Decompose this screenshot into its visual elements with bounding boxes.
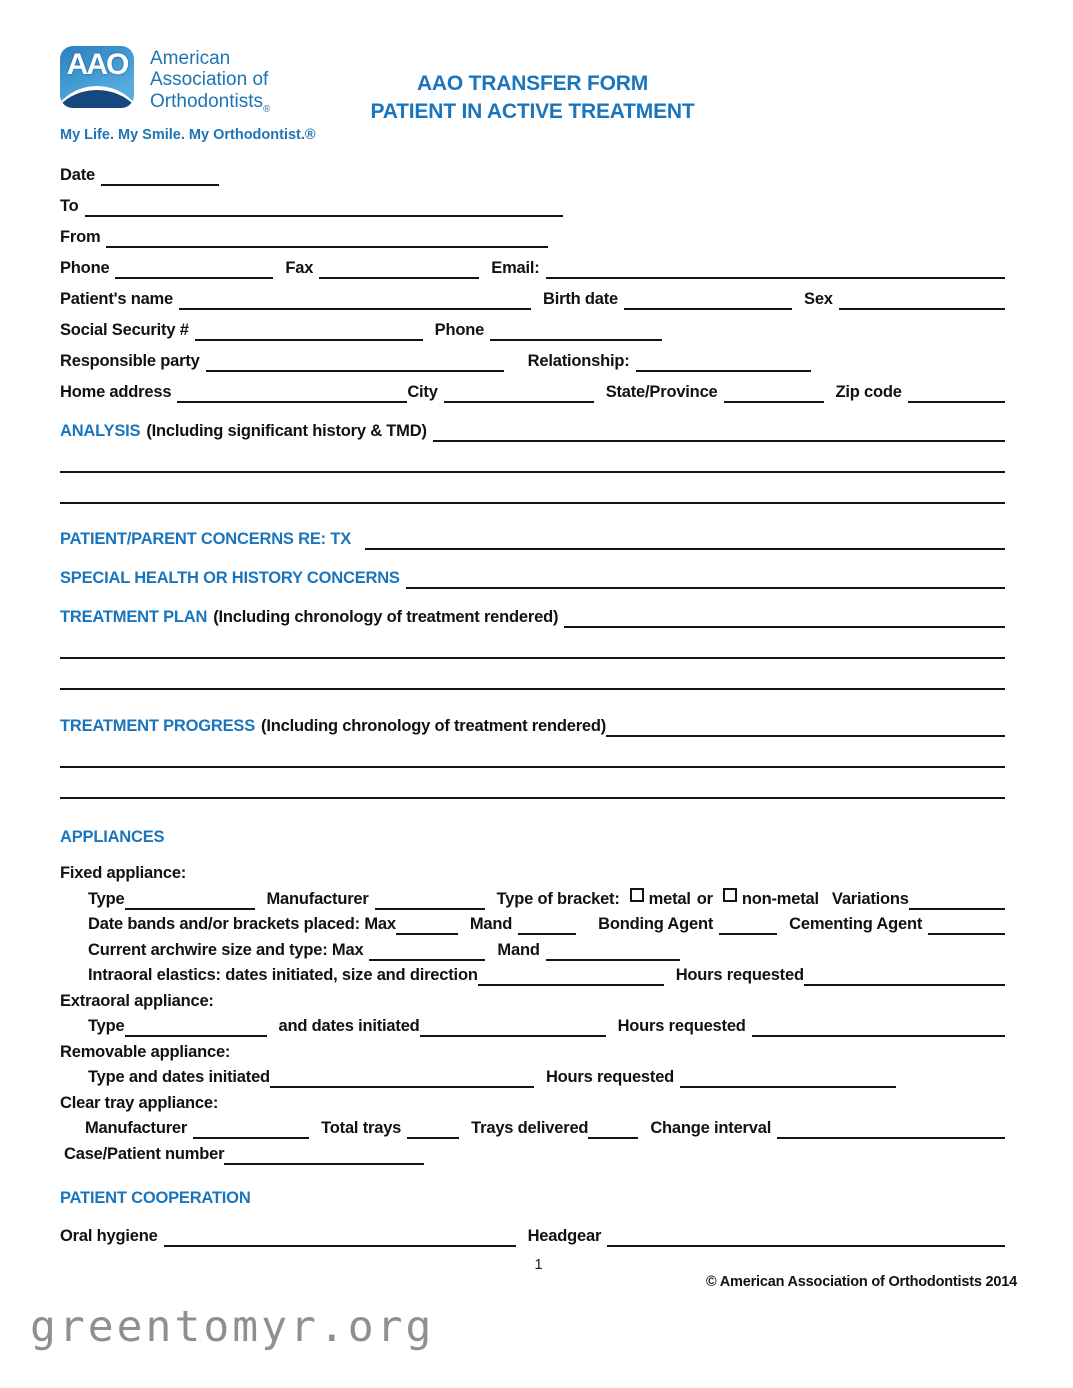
home-address-label: Home address xyxy=(60,383,172,401)
special-health-row xyxy=(60,567,1005,589)
state-province-field[interactable] xyxy=(724,381,824,403)
form-title-line1: AAO TRANSFER FORM xyxy=(416,72,649,95)
change-interval-label: Change interval xyxy=(650,1119,772,1137)
trays-delivered-field[interactable] xyxy=(588,1117,638,1139)
treatment-progress-title: TREATMENT PROGRESS xyxy=(60,717,256,735)
fixed-type-row xyxy=(60,888,1005,910)
form-title xyxy=(371,70,695,127)
archwire-mand-field[interactable] xyxy=(546,939,680,961)
zip-code-label: Zip code xyxy=(835,383,902,401)
fixed-manufacturer-field[interactable] xyxy=(375,888,485,910)
change-interval-field[interactable] xyxy=(777,1117,1005,1139)
hours-requested2-label: Hours requested xyxy=(617,1017,746,1035)
phone-field[interactable] xyxy=(115,257,273,279)
type-of-bracket-label: Type of bracket: xyxy=(496,889,620,908)
oral-hygiene-label: Oral hygiene xyxy=(60,1226,158,1245)
state-province-label: State/Province xyxy=(605,383,718,401)
fixed-appliance-heading-row xyxy=(60,862,1005,884)
metal-checkbox[interactable] xyxy=(630,888,644,902)
treatment-progress-field[interactable] xyxy=(606,715,1005,737)
concerns-title: PATIENT/PARENT CONCERNS RE: TX xyxy=(60,530,352,548)
extraoral-type-field[interactable] xyxy=(125,1015,267,1037)
analysis-field[interactable] xyxy=(433,420,1005,442)
clear-tray-heading-row xyxy=(60,1092,1005,1114)
to-row xyxy=(60,195,1005,217)
aao-logo-acronym: AAO xyxy=(66,48,128,81)
date-bands-row xyxy=(60,913,1005,935)
patients-name-label: Patient's name xyxy=(60,290,173,308)
zip-code-field[interactable] xyxy=(908,381,1005,403)
date-label: Date xyxy=(60,166,95,184)
headgear-label: Headgear xyxy=(527,1226,602,1245)
extraoral-heading-row xyxy=(60,990,1005,1012)
extraoral-dates-field[interactable] xyxy=(420,1015,606,1037)
ct-manufacturer-label: Manufacturer xyxy=(85,1119,188,1137)
from-label: From xyxy=(60,228,101,246)
variations-label: Variations xyxy=(831,889,909,908)
headgear-field[interactable] xyxy=(607,1225,1005,1247)
smile-arc-icon xyxy=(60,86,134,108)
from-field[interactable] xyxy=(106,226,548,248)
fax-field[interactable] xyxy=(319,257,479,279)
hours-requested3-label: Hours requested xyxy=(545,1068,675,1086)
patients-name-field[interactable] xyxy=(179,288,531,310)
treatment-plan-line-3[interactable] xyxy=(60,688,1005,690)
header xyxy=(60,46,1005,158)
date-row xyxy=(60,164,1005,186)
cooperation-title: PATIENT COOPERATION xyxy=(60,1188,251,1207)
from-row xyxy=(60,226,1005,248)
treatment-progress-line-2[interactable] xyxy=(60,766,1005,768)
case-number-label: Case/Patient number xyxy=(64,1144,225,1163)
ct-manufacturer-field[interactable] xyxy=(193,1117,309,1139)
copyright: © American Association of Orthodontists 2014 xyxy=(705,1274,1017,1290)
date-bands-mand-label: Mand xyxy=(469,915,513,933)
relationship-field[interactable] xyxy=(636,350,811,372)
special-health-title: SPECIAL HEALTH OR HISTORY CONCERNS xyxy=(60,569,400,587)
treatment-plan-note: (Including chronology of treatment rendered) xyxy=(213,608,559,626)
org-name-line1: American xyxy=(150,48,231,69)
oral-hygiene-field[interactable] xyxy=(164,1225,516,1247)
non-metal-checkbox[interactable] xyxy=(723,888,737,902)
appliances-title: APPLIANCES xyxy=(60,828,165,846)
concerns-row xyxy=(60,528,1005,550)
intraoral-row xyxy=(60,964,1005,986)
extraoral-type-label: Type xyxy=(88,1017,125,1035)
variations-field[interactable] xyxy=(909,888,1005,910)
org-name-line2: Association of xyxy=(150,69,269,91)
intraoral-field[interactable] xyxy=(478,964,664,986)
extraoral-type-row xyxy=(60,1015,1005,1037)
bonding-agent-label: Bonding Agent xyxy=(598,915,714,933)
or-label: or xyxy=(696,889,713,908)
phone2-label: Phone xyxy=(434,321,485,339)
archwire-mand-label: Mand xyxy=(497,940,540,959)
clear-tray-heading: Clear tray appliance: xyxy=(60,1093,219,1112)
total-trays-field[interactable] xyxy=(407,1117,459,1139)
total-trays-label: Total trays xyxy=(321,1119,402,1137)
date-bands-mand-field[interactable] xyxy=(518,913,576,935)
archwire-label: Current archwire size and type: Max xyxy=(88,940,364,959)
treatment-progress-line-3[interactable] xyxy=(60,797,1005,799)
phone-fax-email-row xyxy=(60,257,1005,279)
phone2-field[interactable] xyxy=(490,319,662,341)
non-metal-label: non-metal xyxy=(741,889,819,908)
clear-tray-row xyxy=(60,1117,1005,1139)
tagline: My Life. My Smile. My Orthodontist.® xyxy=(60,126,316,143)
bonding-agent-field[interactable] xyxy=(719,913,777,935)
aao-logo-icon xyxy=(60,46,134,108)
treatment-progress-row xyxy=(60,715,1005,737)
patient-name-row xyxy=(60,288,1005,310)
fixed-appliance-heading: Fixed appliance: xyxy=(60,864,187,882)
hours-requested1-field[interactable] xyxy=(804,964,1005,986)
to-field[interactable] xyxy=(85,195,563,217)
removable-type-row xyxy=(60,1066,1005,1088)
treatment-progress-note: (Including chronology of treatment rendered) xyxy=(261,717,607,735)
responsible-party-label: Responsible party xyxy=(60,352,200,370)
ssn-phone-row xyxy=(60,319,1005,341)
org-name-line3: Orthodontists$_®$ xyxy=(150,90,271,115)
watermark: greentomyr.org xyxy=(30,1302,435,1352)
concerns-field[interactable] xyxy=(365,528,1005,550)
treatment-plan-line-2[interactable] xyxy=(60,657,1005,659)
metal-label: metal xyxy=(648,889,691,908)
date-field[interactable] xyxy=(101,164,219,186)
treatment-plan-title: TREATMENT PLAN xyxy=(60,608,208,626)
cementing-agent-field[interactable] xyxy=(928,913,1005,935)
extraoral-dates-label: and dates initiated xyxy=(278,1017,420,1035)
birth-date-label: Birth date xyxy=(543,290,619,308)
intraoral-label: Intraoral elastics: dates initiated, size and direction xyxy=(88,966,478,984)
date-bands-max-field[interactable] xyxy=(396,913,458,935)
footer xyxy=(60,1256,1017,1290)
sex-field[interactable] xyxy=(839,288,1005,310)
hours-requested1-label: Hours requested xyxy=(675,966,804,984)
fixed-manufacturer-label: Manufacturer xyxy=(266,889,369,908)
phone-label: Phone xyxy=(60,259,110,277)
registered-mark: ® xyxy=(263,103,271,115)
analysis-note: (Including significant history & TMD) xyxy=(146,422,427,440)
oral-hygiene-row xyxy=(60,1225,1005,1247)
to-label: To xyxy=(60,197,79,215)
city-field[interactable] xyxy=(444,381,594,403)
treatment-plan-row xyxy=(60,606,1005,628)
fax-label: Fax xyxy=(285,259,314,277)
hours-requested3-field[interactable] xyxy=(680,1066,896,1088)
removable-heading-row xyxy=(60,1041,1005,1063)
form-title-line2: PATIENT IN ACTIVE TREATMENT xyxy=(370,100,695,124)
archwire-max-field[interactable] xyxy=(369,939,485,961)
removable-type-label: Type and dates initiated xyxy=(88,1068,270,1086)
treatment-plan-field[interactable] xyxy=(564,606,1005,628)
analysis-title: ANALYSIS xyxy=(60,422,141,440)
fixed-type-label: Type xyxy=(88,889,125,908)
relationship-label: Relationship: xyxy=(527,352,630,370)
org-name xyxy=(150,46,270,115)
analysis-line-3[interactable] xyxy=(60,502,1005,504)
social-security-field[interactable] xyxy=(195,319,423,341)
city-label: City xyxy=(407,383,438,401)
case-number-field[interactable] xyxy=(224,1143,424,1165)
email-field[interactable] xyxy=(546,257,1005,279)
appliances-section xyxy=(60,826,1005,848)
sex-label: Sex xyxy=(804,290,833,308)
fixed-type-field[interactable] xyxy=(125,888,255,910)
responsible-party-field[interactable] xyxy=(206,350,504,372)
hours-requested2-field[interactable] xyxy=(752,1015,1005,1037)
analysis-row xyxy=(60,420,1005,442)
birth-date-field[interactable] xyxy=(624,288,792,310)
date-bands-label: Date bands and/or brackets placed: Max xyxy=(88,915,396,933)
cementing-agent-label: Cementing Agent xyxy=(789,915,923,933)
archwire-row xyxy=(60,939,1005,961)
page-number: 1 xyxy=(534,1256,543,1273)
analysis-line-2[interactable] xyxy=(60,471,1005,473)
home-address-row xyxy=(60,381,1005,403)
removable-heading: Removable appliance: xyxy=(60,1042,231,1061)
home-address-field[interactable] xyxy=(177,381,407,403)
case-number-row xyxy=(60,1143,1005,1165)
special-health-field[interactable] xyxy=(406,567,1005,589)
extraoral-heading: Extraoral appliance: xyxy=(60,991,214,1010)
social-security-label: Social Security # xyxy=(60,321,189,339)
email-label: Email: xyxy=(491,259,540,277)
responsible-party-row xyxy=(60,350,1005,372)
removable-type-field[interactable] xyxy=(270,1066,534,1088)
trays-delivered-label: Trays delivered xyxy=(471,1119,589,1137)
cooperation-section xyxy=(60,1187,1005,1209)
